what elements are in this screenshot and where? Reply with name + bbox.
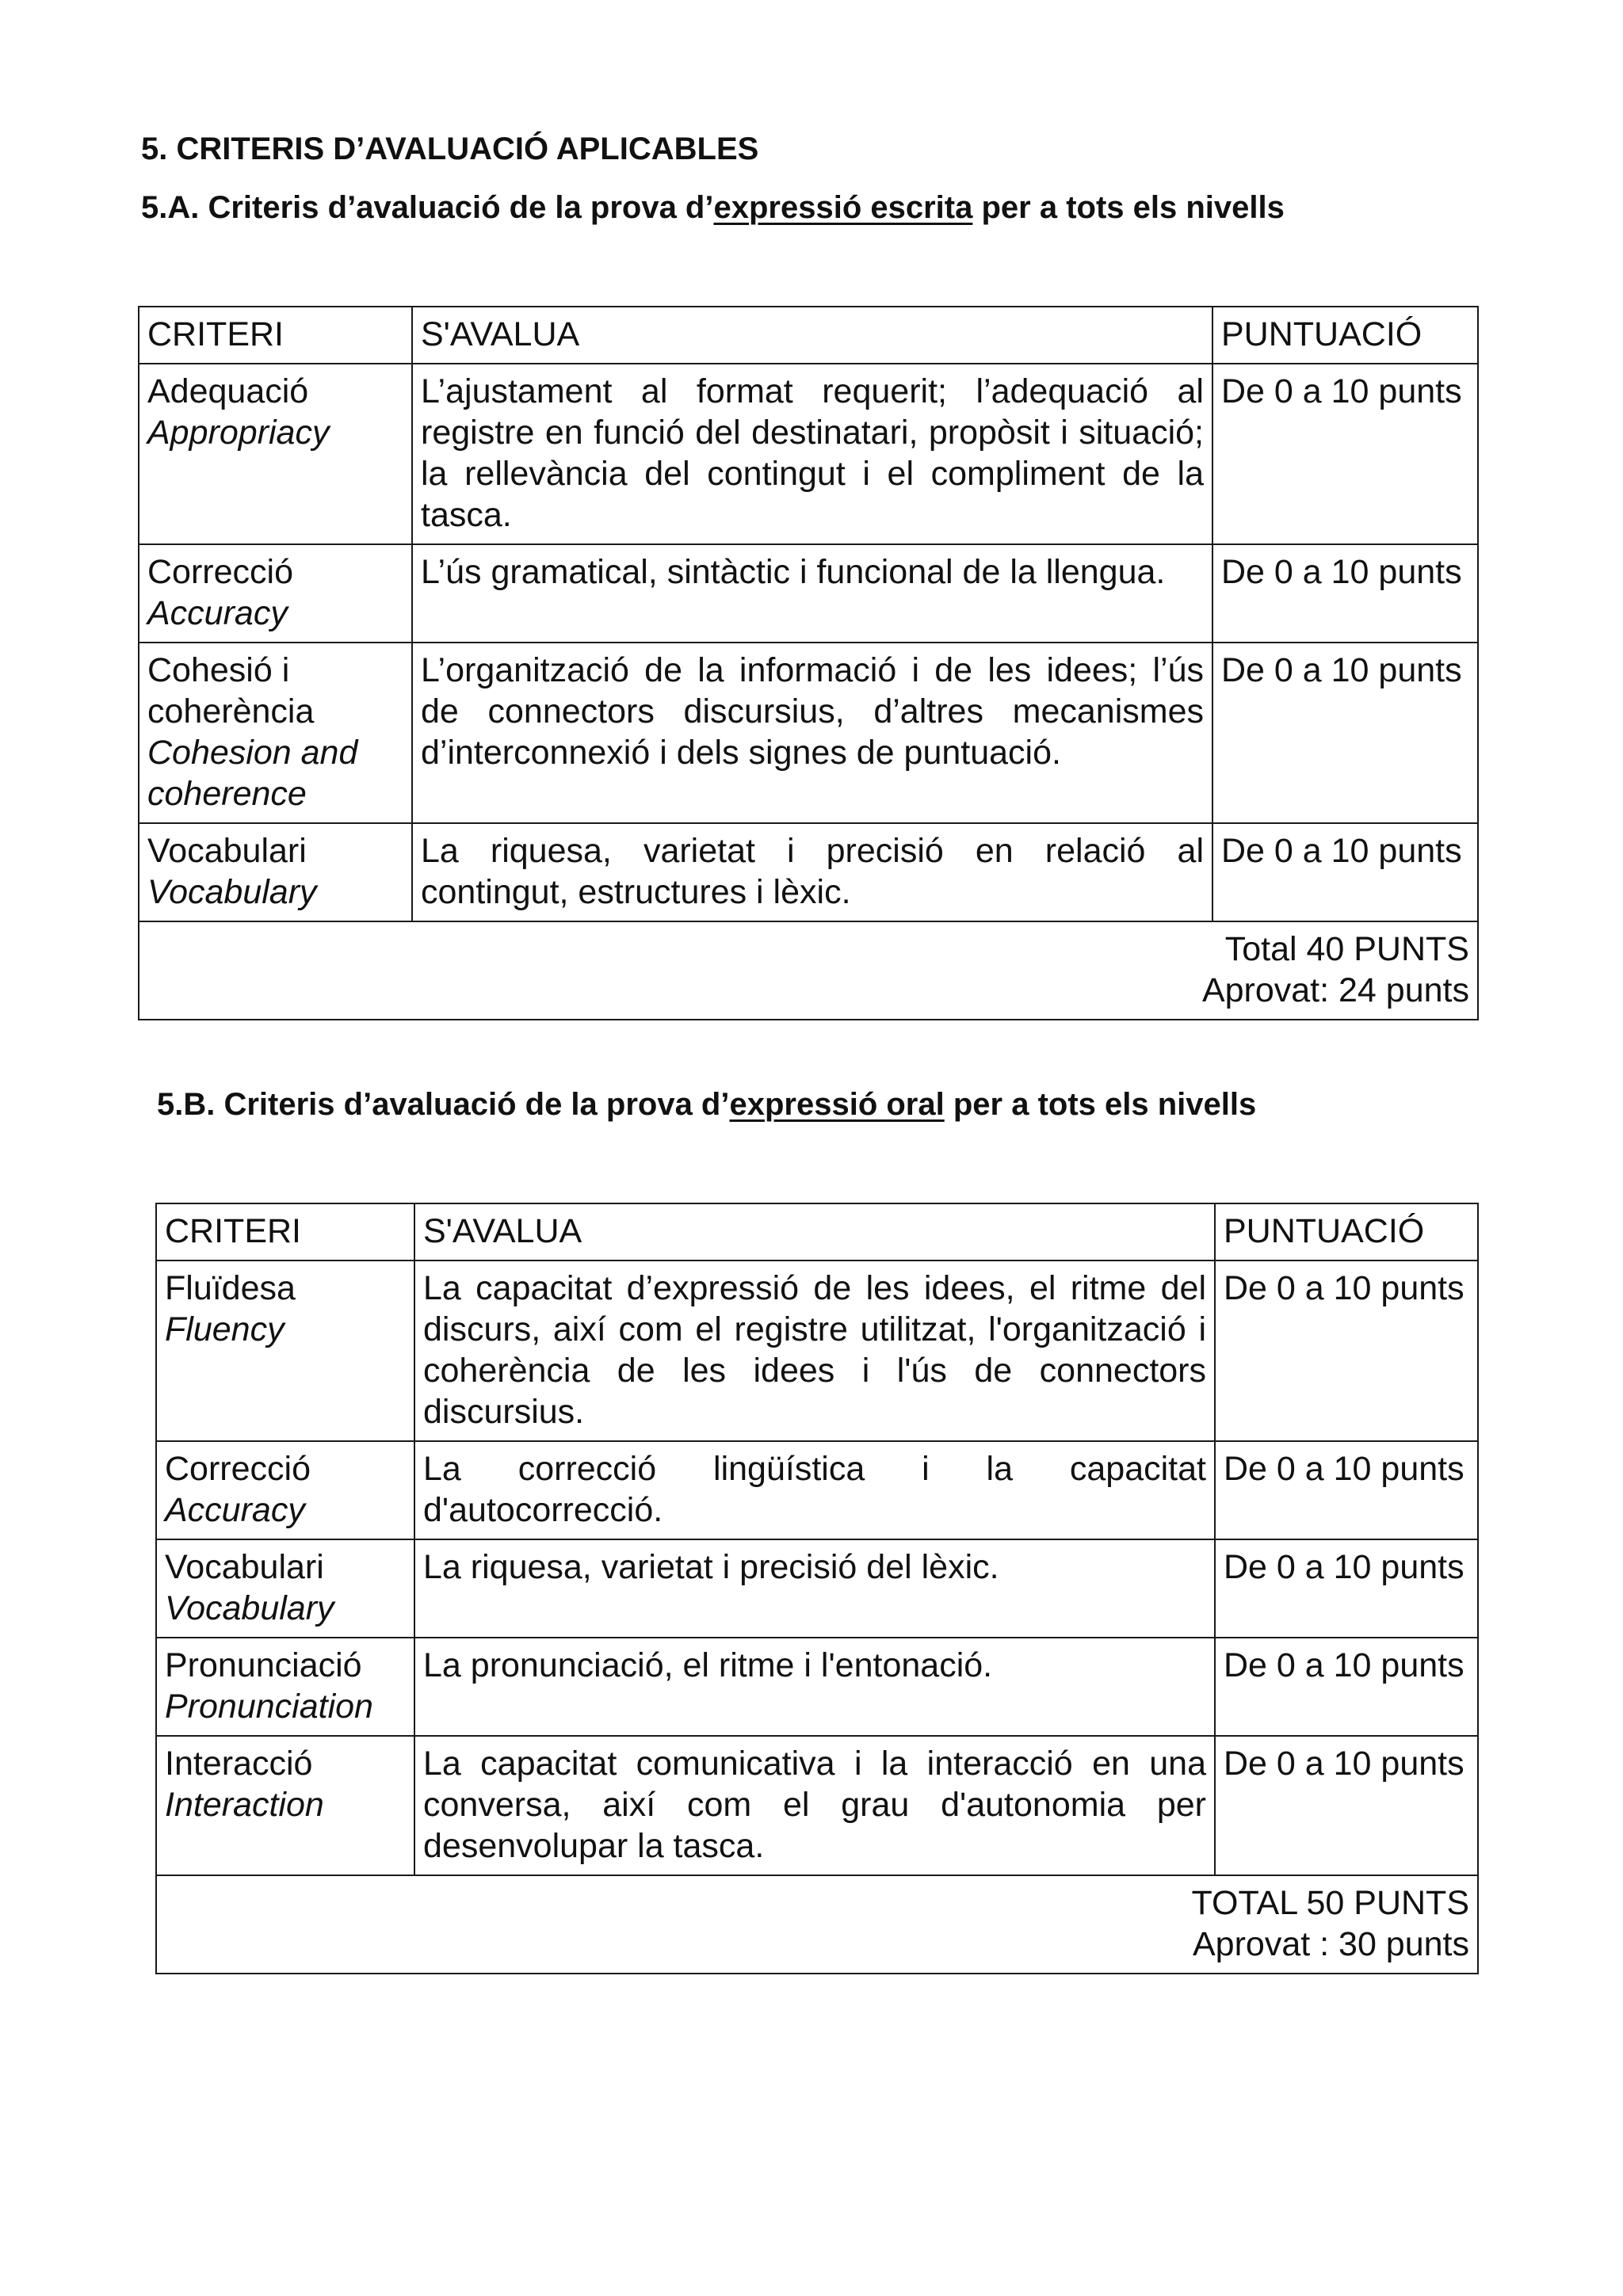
table-row [156, 1736, 1478, 1875]
criterion-description: L’ajustament al format requerit; l’adequació al registre en funció del destinatari, propòsit i situació; la rellevància del contingut i el compliment de la tasca. [412, 364, 1212, 544]
criterion-name: Cohesió i coherència [147, 651, 315, 730]
criterion-cell [139, 823, 412, 921]
criterion-score: De 0 a 10 punts [1215, 1736, 1478, 1875]
written-section-title [141, 189, 1285, 227]
criterion-description: La pronunciació, el ritme i l'entonació. [414, 1638, 1215, 1736]
criterion-score: De 0 a 10 punts [1212, 823, 1478, 921]
criterion-description: La correcció lingüística i la capacitat d'autocorrecció. [414, 1441, 1215, 1539]
table-total-row [139, 921, 1478, 1020]
criterion-name: Pronunciació [165, 1646, 362, 1684]
criterion-name: Correcció [147, 553, 293, 591]
pass-mark: Aprovat : 30 punts [1193, 1925, 1469, 1963]
oral-title-prefix: 5.B. Criteris d’avaluació de la prova d’ [157, 1087, 730, 1122]
criterion-cell [156, 1736, 414, 1875]
criterion-description: L’ús gramatical, sintàctic i funcional de la llengua. [412, 544, 1212, 643]
criterion-description: La capacitat d’expressió de les idees, el ritme del discurs, així com el registre utilitzat, l'organització i coherència de les idees i l'ús de connectors discursius. [414, 1261, 1215, 1441]
written-title-underlined: expressió escrita [713, 190, 973, 225]
criterion-name: Adequació [147, 372, 309, 410]
criterion-score: De 0 a 10 punts [1212, 364, 1478, 544]
table-row [156, 1638, 1478, 1736]
section-title: 5. CRITERIS D’AVALUACIÓ APLICABLES [141, 132, 759, 166]
header-criteri: CRITERI [139, 307, 412, 364]
table-row [139, 823, 1478, 921]
criterion-description: La riquesa, varietat i precisió del lèxic. [414, 1539, 1215, 1638]
criterion-score: De 0 a 10 punts [1215, 1539, 1478, 1638]
table-header-row [156, 1203, 1478, 1261]
criterion-description: L’organització de la informació i de les idees; l’ús de connectors discursius, d’altres mecanismes d’interconnexió i dels signes de puntuació. [412, 643, 1212, 823]
criterion-english: Accuracy [147, 594, 288, 632]
written-criteria-table [138, 306, 1479, 1020]
header-savalua: S'AVALUA [414, 1203, 1215, 1261]
criterion-description: La capacitat comunicativa i la interacció en una conversa, així com el grau d'autonomia per desenvolupar la tasca. [414, 1736, 1215, 1875]
criterion-name: Correcció [165, 1450, 311, 1488]
criterion-name: Fluïdesa [165, 1269, 296, 1307]
oral-section-title [157, 1085, 1256, 1123]
criterion-cell [139, 544, 412, 643]
table-header-row [139, 307, 1478, 364]
oral-title-underlined: expressió oral [729, 1087, 945, 1122]
criterion-cell [139, 643, 412, 823]
criterion-name: Interacció [165, 1745, 313, 1783]
oral-title-suffix: per a tots els nivells [944, 1087, 1257, 1122]
criterion-english: Appropriacy [147, 414, 330, 452]
criterion-cell [156, 1638, 414, 1736]
criterion-english: Pronunciation [165, 1688, 373, 1726]
criterion-cell [156, 1539, 414, 1638]
written-title-suffix: per a tots els nivells [972, 190, 1285, 225]
criterion-name: Vocabulari [147, 832, 307, 870]
table-row [139, 643, 1478, 823]
criterion-score: De 0 a 10 punts [1215, 1441, 1478, 1539]
criterion-english: Vocabulary [147, 873, 317, 911]
table-total-row [156, 1875, 1478, 1974]
header-savalua: S'AVALUA [412, 307, 1212, 364]
table-row [156, 1261, 1478, 1441]
written-title-prefix: 5.A. Criteris d’avaluació de la prova d’ [141, 190, 714, 225]
total-points: TOTAL 50 PUNTS [1191, 1884, 1469, 1922]
criterion-english: Interaction [165, 1786, 324, 1824]
criterion-name: Vocabulari [165, 1548, 324, 1586]
criterion-score: De 0 a 10 punts [1212, 544, 1478, 643]
oral-criteria-table [155, 1203, 1479, 1974]
criterion-cell [156, 1441, 414, 1539]
criterion-english: Cohesion and coherence [147, 734, 358, 813]
criterion-english: Vocabulary [165, 1589, 334, 1627]
criterion-cell [156, 1261, 414, 1441]
header-puntuacio: PUNTUACIÓ [1212, 307, 1478, 364]
table-row [156, 1441, 1478, 1539]
table-row [139, 544, 1478, 643]
total-points: Total 40 PUNTS [1224, 930, 1469, 968]
criterion-english: Fluency [165, 1310, 285, 1348]
criterion-english: Accuracy [165, 1491, 305, 1529]
table-row [139, 364, 1478, 544]
table-row [156, 1539, 1478, 1638]
pass-mark: Aprovat: 24 punts [1201, 971, 1469, 1009]
criterion-score: De 0 a 10 punts [1215, 1261, 1478, 1441]
criterion-cell [139, 364, 412, 544]
header-puntuacio: PUNTUACIÓ [1215, 1203, 1478, 1261]
total-cell [139, 921, 1478, 1020]
total-cell [156, 1875, 1478, 1974]
header-criteri: CRITERI [156, 1203, 414, 1261]
criterion-score: De 0 a 10 punts [1212, 643, 1478, 823]
criterion-score: De 0 a 10 punts [1215, 1638, 1478, 1736]
criterion-description: La riquesa, varietat i precisió en relació al contingut, estructures i lèxic. [412, 823, 1212, 921]
